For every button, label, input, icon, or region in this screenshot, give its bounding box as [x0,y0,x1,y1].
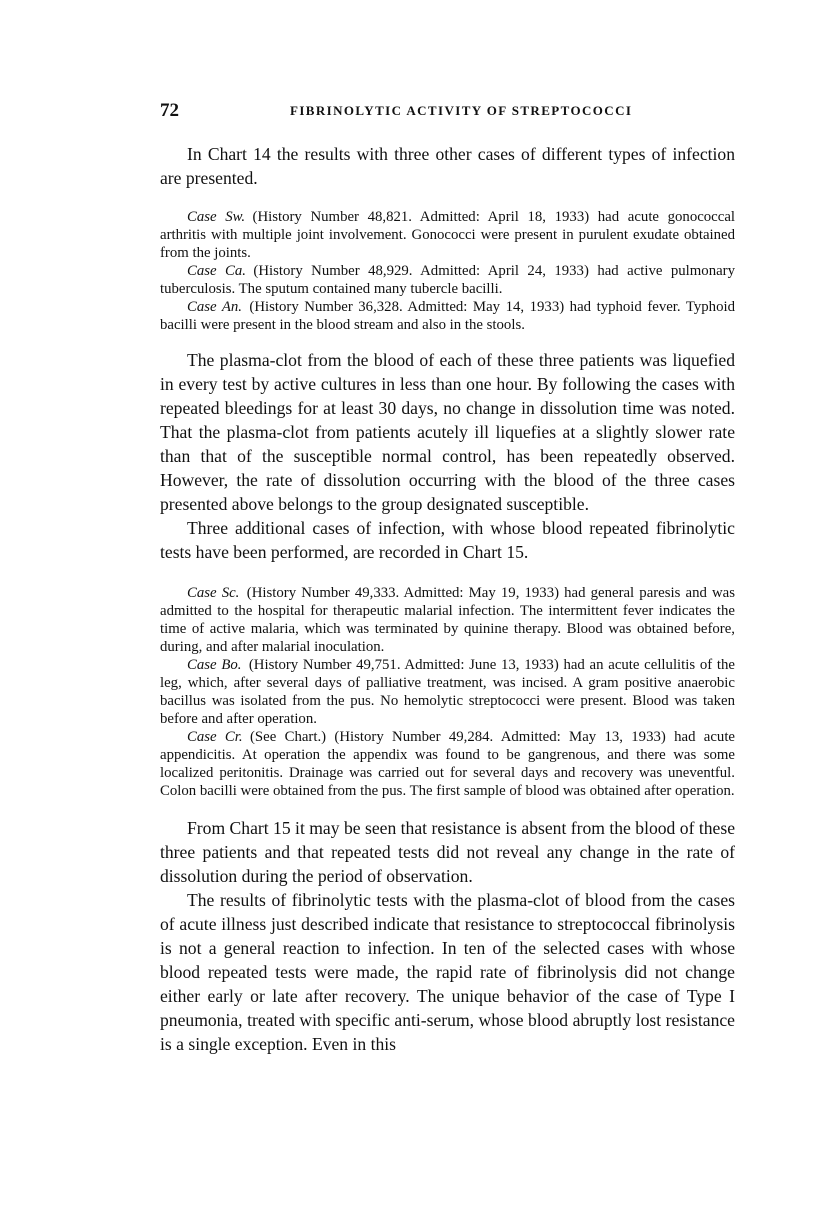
case-text: (History Number 36,328. Admitted: May 14, 1933) had typhoid fever. Typhoid bacilli were present in the blood stream and also in the stools. [160,299,735,333]
case-name: Case An. [187,299,242,315]
case-entry [160,656,735,728]
case-entry [160,208,735,262]
case-text: (History Number 48,821. Admitted: April 18, 1933) had acute gonococcal arthritis with multiple joint involvement. Gonococci were present in purulent exudate obtained from the joints. [160,209,736,261]
page [160,100,735,1056]
case-name: Case Ca. [187,263,247,279]
case-name: Case Cr. [187,729,243,745]
case-text: (History Number 48,929. Admitted: April 24, 1933) had active pulmonary tuberculosis. The sputum contained many tubercle bacilli. [160,263,735,297]
page-number: 72 [160,100,179,121]
case-text: (History Number 49,751. Admitted: June 13, 1933) had an acute cellulitis of the leg, which, after several days of palliative treatment, was incised. A gram positive anaerobic bacillus was isolated from the pus. No hemolytic streptococci were present. Blood was taken before and after operation. [160,657,735,727]
case-name: Case Sc. [187,585,240,601]
intro-paragraph: In Chart 14 the results with three other cases of different types of infection are presented. [160,144,735,188]
case-entry [160,298,735,334]
case-text: (History Number 49,333. Admitted: May 19, 1933) had general paresis and was admitted to the hospital for therapeutic malarial infection. The intermittent fever indicates the time of active malaria, which was terminated by quinine therapy. Blood was obtained before, during, and after malarial inoculation. [160,585,735,655]
body-paragraph: From Chart 15 it may be seen that resistance is absent from the blood of these three patients and that repeated tests did not reveal any change in the rate of dissolution during the period of observation. [160,818,735,886]
case-name: Case Sw. [187,209,246,225]
body-paragraph: Three additional cases of infection, with whose blood repeated fibrinolytic tests have been performed, are recorded in Chart 15. [160,518,735,562]
running-title: FIBRINOLYTIC ACTIVITY OF STREPTOCOCCI [290,103,633,118]
body-paragraph: The plasma-clot from the blood of each of these three patients was liquefied in every test by active cultures in less than one hour. By following the cases with repeated bleedings for at least 30 days, no change in dissolution time was noted. That the plasma-clot from patients acutely ill liquefies at a slightly slower rate than that of the susceptible normal control, has been repeatedly observed. However, the rate of dissolution occurring with the blood of the three cases presented above belongs to the group designated susceptible. [160,350,735,514]
case-entry [160,262,735,298]
body-paragraph: The results of fibrinolytic tests with the plasma-clot of blood from the cases of acute illness just described indicate that resistance to streptococcal fibrinolysis is not a general reaction to infection. In ten of the selected cases with whose blood repeated tests were made, the rapid rate of fibrinolysis did not change either early or late after recovery. The unique behavior of the case of Type I pneumonia, treated with specific anti-serum, whose blood abruptly lost resistance is a single exception. Even in this [160,890,735,1054]
case-entry [160,728,735,800]
page-header [160,100,735,128]
case-text: (See Chart.) (History Number 49,284. Admitted: May 13, 1933) had acute appendicitis. At operation the appendix was found to be gangrenous, and there was some localized peritonitis. Drainage was carried out for several days and recovery was uneventful. Colon bacilli were obtained from the pus. The first sample of blood was obtained after operation. [160,729,735,799]
case-name: Case Bo. [187,657,242,673]
case-entry [160,584,735,656]
